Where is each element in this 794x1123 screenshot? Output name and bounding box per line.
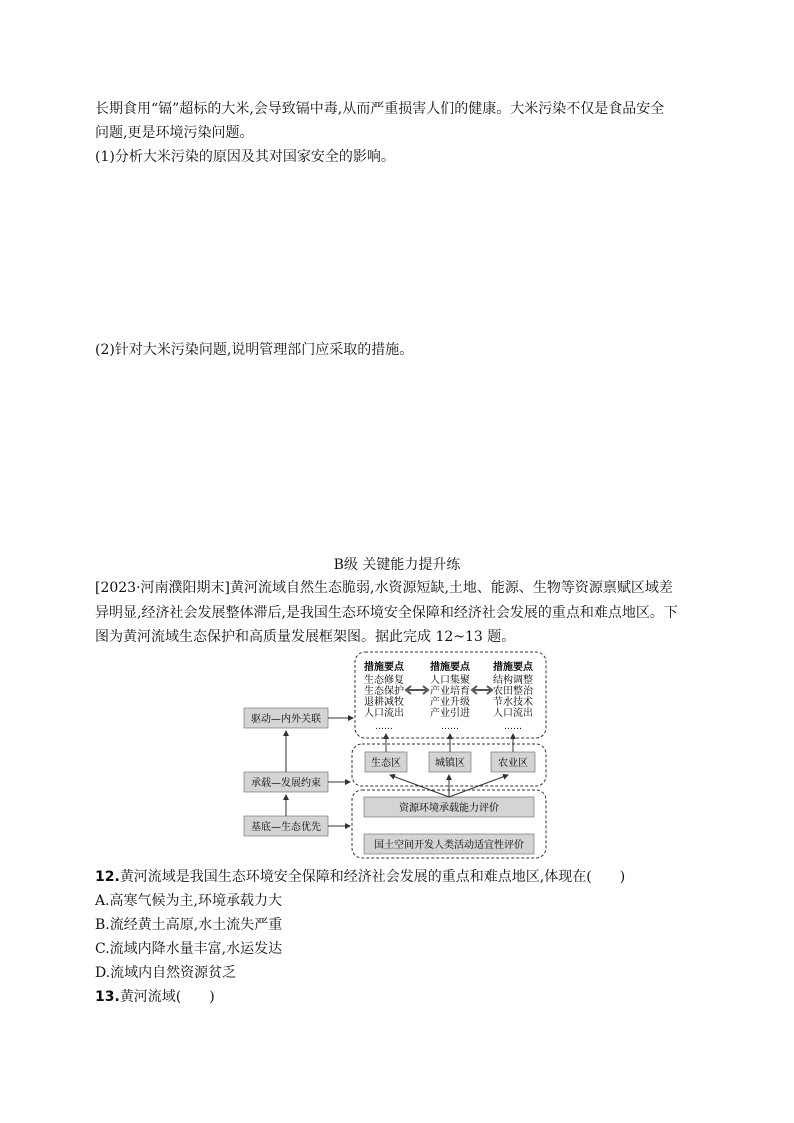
measure-item: …… bbox=[441, 722, 459, 732]
measure-item: 人口流出 bbox=[493, 708, 533, 719]
option-b: B.流经黄土高原,水土流失严重 bbox=[95, 917, 283, 933]
double-arrow-2-3 bbox=[472, 686, 492, 694]
measure-item: 生态保护 bbox=[364, 686, 404, 697]
question-13-stem: 黄河流域( ) bbox=[119, 989, 215, 1005]
measure-item: 人口集聚 bbox=[430, 675, 470, 686]
question-12 bbox=[95, 868, 625, 886]
left-label-drive: 驱动—内外关联 bbox=[251, 714, 321, 725]
passage-line-1: 长期食用“镉”超标的大米,会导致镉中毒,从而严重损害人们的健康。大米污染不仅是食品安全 bbox=[95, 101, 665, 117]
question-12-stem: 黄河流域是我国生态环境安全保障和经济社会发展的重点和难点地区,体现在( ) bbox=[119, 869, 626, 885]
passage-line-2: 问题,更是环境污染问题。 bbox=[95, 125, 254, 141]
measure-column-3 bbox=[493, 660, 534, 732]
intro-line-2: 异明显,经济社会发展整体滞后,是我国生态环境安全保障和经济社会发展的重点和难点地区。下 bbox=[95, 605, 678, 621]
evaluation-label-1: 资源环境承载能力评价 bbox=[399, 803, 499, 814]
question-2: (2)针对大米污染问题,说明管理部门应采取的措施。 bbox=[95, 342, 414, 358]
left-label-carry: 承载—发展约束 bbox=[251, 778, 321, 789]
measure-item: 节水技术 bbox=[493, 697, 533, 708]
evaluation-label-2: 国土空间开发人类活动适宜性评价 bbox=[374, 840, 524, 851]
measure-column-1 bbox=[364, 660, 405, 732]
question-12-number: 12. bbox=[95, 869, 120, 885]
measure-item: …… bbox=[375, 722, 393, 732]
measure-item: 生态修复 bbox=[364, 675, 404, 686]
measure-item: 农田整治 bbox=[493, 686, 533, 697]
measure-item: 结构调整 bbox=[493, 675, 533, 686]
framework-diagram bbox=[240, 648, 550, 860]
double-arrow-1-2 bbox=[406, 686, 428, 694]
measure-item: …… bbox=[504, 722, 522, 732]
zone-label-agriculture: 农业区 bbox=[498, 758, 528, 769]
measure-item: 退耕减牧 bbox=[364, 697, 404, 708]
question-13 bbox=[95, 988, 215, 1006]
measure-header-2: 措施要点 bbox=[430, 662, 470, 673]
option-a: A.高寒气候为主,环境承载力大 bbox=[95, 893, 283, 909]
measure-item: 产业培育 bbox=[430, 686, 470, 697]
measure-item: 产业引进 bbox=[430, 708, 470, 719]
arrow-eval-zone1 bbox=[390, 775, 449, 797]
question-1: (1)分析大米污染的原因及其对国家安全的影响。 bbox=[95, 149, 395, 165]
measure-header-3: 措施要点 bbox=[493, 662, 533, 673]
option-c: C.流域内降水量丰富,水运发达 bbox=[95, 941, 283, 957]
measure-column-2 bbox=[430, 660, 471, 732]
measure-item: 人口流出 bbox=[364, 708, 404, 719]
section-title: B级 关键能力提升练 bbox=[333, 557, 461, 573]
intro-line-3: 图为黄河流域生态保护和高质量发展框架图。据此完成 12~13 题。 bbox=[95, 629, 516, 645]
zone-label-ecology: 生态区 bbox=[371, 758, 401, 769]
left-label-base: 基底—生态优先 bbox=[251, 822, 321, 833]
zone-label-urban: 城镇区 bbox=[435, 758, 465, 769]
measure-header-1: 措施要点 bbox=[364, 662, 404, 673]
question-13-number: 13. bbox=[95, 989, 120, 1005]
option-d: D.流域内自然资源贫乏 bbox=[95, 965, 237, 981]
intro-line-1: [2023·河南濮阳期末]黄河流域自然生态脆弱,水资源短缺,土地、能源、生物等资源禀赋区域差 bbox=[95, 580, 673, 596]
measure-item: 产业升级 bbox=[430, 697, 470, 708]
